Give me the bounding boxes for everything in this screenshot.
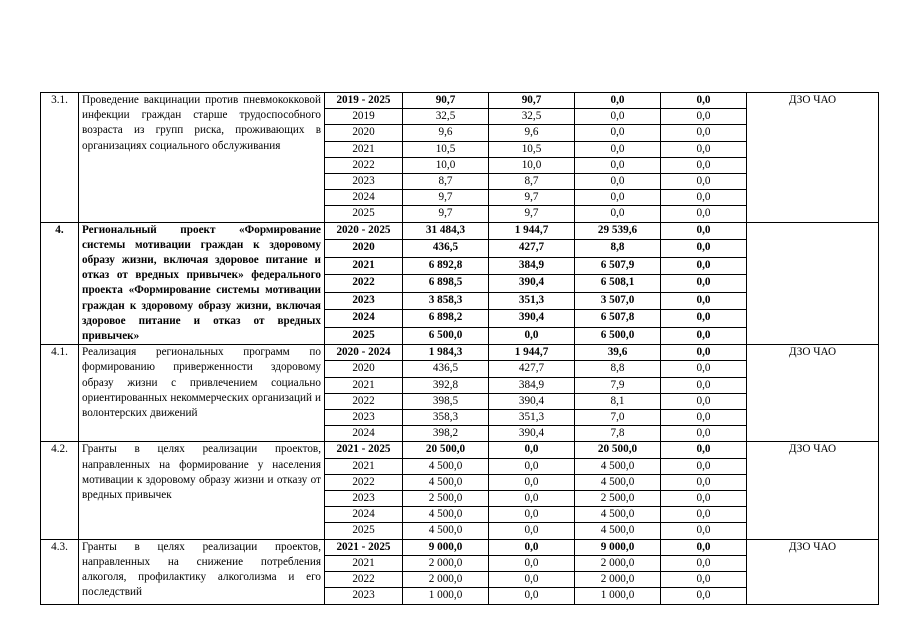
other-sources-cell: 0,0 (661, 206, 747, 222)
regional-budget-cell: 0,0 (489, 327, 575, 345)
federal-budget-cell: 1 000,0 (575, 588, 661, 604)
other-sources-cell: 0,0 (661, 539, 747, 555)
regional-budget-cell: 351,3 (489, 292, 575, 310)
regional-budget-cell: 384,9 (489, 377, 575, 393)
other-sources-cell: 0,0 (661, 141, 747, 157)
year-cell: 2023 (325, 292, 403, 310)
federal-budget-cell: 0,0 (575, 125, 661, 141)
other-sources-cell: 0,0 (661, 588, 747, 604)
row-number: 4.2. (41, 442, 79, 539)
regional-budget-cell: 0,0 (489, 442, 575, 458)
regional-budget-cell: 10,0 (489, 157, 575, 173)
federal-budget-cell: 8,1 (575, 393, 661, 409)
other-sources-cell: 0,0 (661, 190, 747, 206)
federal-budget-cell: 39,6 (575, 345, 661, 361)
other-sources-cell: 0,0 (661, 491, 747, 507)
year-cell: 2021 (325, 377, 403, 393)
total-cell: 10,5 (403, 141, 489, 157)
total-cell: 6 500,0 (403, 327, 489, 345)
regional-budget-cell: 0,0 (489, 491, 575, 507)
year-cell: 2022 (325, 157, 403, 173)
year-cell: 2020 (325, 125, 403, 141)
activity-name: Региональный проект «Формирование системы мотивации граждан к здоровому образу жизни, включая здоровое питание и отказ от вредных привычек» федерального проекта «Формирование системы мотивации граждан к здоровому образу жизни, включая здоровое питание и отказ от вредных привычек» (79, 222, 325, 345)
federal-budget-cell: 3 507,0 (575, 292, 661, 310)
row-number: 4.1. (41, 345, 79, 442)
federal-budget-cell: 0,0 (575, 109, 661, 125)
total-cell: 358,3 (403, 410, 489, 426)
regional-budget-cell: 427,7 (489, 361, 575, 377)
total-cell: 6 898,2 (403, 310, 489, 328)
federal-budget-cell: 4 500,0 (575, 458, 661, 474)
other-sources-cell: 0,0 (661, 310, 747, 328)
other-sources-cell: 0,0 (661, 442, 747, 458)
other-sources-cell: 0,0 (661, 345, 747, 361)
other-sources-cell: 0,0 (661, 410, 747, 426)
federal-budget-cell: 4 500,0 (575, 474, 661, 490)
total-cell: 1 000,0 (403, 588, 489, 604)
federal-budget-cell: 7,0 (575, 410, 661, 426)
other-sources-cell: 0,0 (661, 458, 747, 474)
other-sources-cell: 0,0 (661, 93, 747, 109)
year-cell: 2022 (325, 275, 403, 293)
year-cell: 2024 (325, 190, 403, 206)
other-sources-cell: 0,0 (661, 555, 747, 571)
year-cell: 2025 (325, 523, 403, 539)
total-cell: 31 484,3 (403, 222, 489, 240)
year-cell: 2021 (325, 141, 403, 157)
federal-budget-cell: 4 500,0 (575, 523, 661, 539)
year-cell: 2021 - 2025 (325, 539, 403, 555)
total-cell: 9,6 (403, 125, 489, 141)
other-sources-cell: 0,0 (661, 157, 747, 173)
total-cell: 4 500,0 (403, 523, 489, 539)
year-cell: 2022 (325, 474, 403, 490)
federal-budget-cell: 0,0 (575, 206, 661, 222)
other-sources-cell: 0,0 (661, 125, 747, 141)
federal-budget-cell: 20 500,0 (575, 442, 661, 458)
federal-budget-cell: 0,0 (575, 174, 661, 190)
total-cell: 8,7 (403, 174, 489, 190)
other-sources-cell: 0,0 (661, 377, 747, 393)
year-cell: 2024 (325, 426, 403, 442)
other-sources-cell: 0,0 (661, 109, 747, 125)
year-cell: 2021 (325, 458, 403, 474)
total-cell: 4 500,0 (403, 507, 489, 523)
total-cell: 6 898,5 (403, 275, 489, 293)
year-cell: 2023 (325, 174, 403, 190)
row-number: 3.1. (41, 93, 79, 223)
executor-cell: ДЗО ЧАО (747, 442, 879, 539)
regional-budget-cell: 351,3 (489, 410, 575, 426)
table-row (41, 442, 879, 458)
other-sources-cell: 0,0 (661, 523, 747, 539)
federal-budget-cell: 2 000,0 (575, 572, 661, 588)
regional-budget-cell: 0,0 (489, 539, 575, 555)
activity-name: Проведение вакцинации против пневмококковой инфекции граждан старше трудоспособного возраста из групп риска, проживающих в организациях социального обслуживания (79, 93, 325, 223)
federal-budget-cell: 2 500,0 (575, 491, 661, 507)
total-cell: 2 500,0 (403, 491, 489, 507)
total-cell: 436,5 (403, 361, 489, 377)
total-cell: 6 892,8 (403, 257, 489, 275)
federal-budget-cell: 0,0 (575, 93, 661, 109)
other-sources-cell: 0,0 (661, 275, 747, 293)
regional-budget-cell: 90,7 (489, 93, 575, 109)
year-cell: 2020 - 2025 (325, 222, 403, 240)
year-cell: 2020 (325, 240, 403, 258)
regional-budget-cell: 9,7 (489, 206, 575, 222)
total-cell: 9,7 (403, 206, 489, 222)
total-cell: 392,8 (403, 377, 489, 393)
total-cell: 10,0 (403, 157, 489, 173)
regional-budget-cell: 8,7 (489, 174, 575, 190)
year-cell: 2022 (325, 393, 403, 409)
executor-cell: ДЗО ЧАО (747, 345, 879, 442)
table-row (41, 222, 879, 240)
regional-budget-cell: 0,0 (489, 458, 575, 474)
year-cell: 2021 (325, 257, 403, 275)
regional-budget-cell: 0,0 (489, 572, 575, 588)
executor-cell (747, 222, 879, 345)
federal-budget-cell: 2 000,0 (575, 555, 661, 571)
regional-budget-cell: 1 944,7 (489, 345, 575, 361)
year-cell: 2023 (325, 588, 403, 604)
other-sources-cell: 0,0 (661, 474, 747, 490)
year-cell: 2024 (325, 310, 403, 328)
federal-budget-cell: 8,8 (575, 361, 661, 377)
total-cell: 90,7 (403, 93, 489, 109)
activity-name: Гранты в целях реализации проектов, направленных на снижение потребления алкоголя, профилактику алкоголизма и его последствий (79, 539, 325, 604)
year-cell: 2023 (325, 491, 403, 507)
federal-budget-cell: 6 507,8 (575, 310, 661, 328)
regional-budget-cell: 427,7 (489, 240, 575, 258)
year-cell: 2025 (325, 327, 403, 345)
regional-budget-cell: 32,5 (489, 109, 575, 125)
other-sources-cell: 0,0 (661, 292, 747, 310)
federal-budget-cell: 7,8 (575, 426, 661, 442)
other-sources-cell: 0,0 (661, 507, 747, 523)
total-cell: 436,5 (403, 240, 489, 258)
table-row (41, 345, 879, 361)
federal-budget-cell: 0,0 (575, 141, 661, 157)
executor-cell: ДЗО ЧАО (747, 539, 879, 604)
regional-budget-cell: 1 944,7 (489, 222, 575, 240)
regional-budget-cell: 0,0 (489, 507, 575, 523)
regional-budget-cell: 0,0 (489, 588, 575, 604)
row-number: 4. (41, 222, 79, 345)
other-sources-cell: 0,0 (661, 240, 747, 258)
regional-budget-cell: 9,7 (489, 190, 575, 206)
year-cell: 2023 (325, 410, 403, 426)
regional-budget-cell: 0,0 (489, 523, 575, 539)
year-cell: 2019 (325, 109, 403, 125)
year-cell: 2019 - 2025 (325, 93, 403, 109)
regional-budget-cell: 390,4 (489, 426, 575, 442)
row-number: 4.3. (41, 539, 79, 604)
total-cell: 4 500,0 (403, 458, 489, 474)
regional-budget-cell: 0,0 (489, 474, 575, 490)
year-cell: 2024 (325, 507, 403, 523)
table-row (41, 539, 879, 555)
other-sources-cell: 0,0 (661, 222, 747, 240)
total-cell: 32,5 (403, 109, 489, 125)
activity-name: Реализация региональных программ по формированию приверженности здоровому образу жизни с привлечением социально ориентированных некоммерческих организаций и волонтерских движений (79, 345, 325, 442)
other-sources-cell: 0,0 (661, 327, 747, 345)
federal-budget-cell: 9 000,0 (575, 539, 661, 555)
total-cell: 9,7 (403, 190, 489, 206)
total-cell: 2 000,0 (403, 572, 489, 588)
activity-name: Гранты в целях реализации проектов, направленных на формирование у населения мотивации к здоровому образу жизни и отказу от вредных привычек (79, 442, 325, 539)
other-sources-cell: 0,0 (661, 572, 747, 588)
total-cell: 9 000,0 (403, 539, 489, 555)
total-cell: 4 500,0 (403, 474, 489, 490)
regional-budget-cell: 10,5 (489, 141, 575, 157)
federal-budget-cell: 8,8 (575, 240, 661, 258)
other-sources-cell: 0,0 (661, 361, 747, 377)
year-cell: 2020 (325, 361, 403, 377)
regional-budget-cell: 384,9 (489, 257, 575, 275)
federal-budget-cell: 6 500,0 (575, 327, 661, 345)
federal-budget-cell: 0,0 (575, 190, 661, 206)
federal-budget-cell: 7,9 (575, 377, 661, 393)
federal-budget-cell: 6 508,1 (575, 275, 661, 293)
year-cell: 2022 (325, 572, 403, 588)
federal-budget-cell: 6 507,9 (575, 257, 661, 275)
regional-budget-cell: 390,4 (489, 310, 575, 328)
other-sources-cell: 0,0 (661, 426, 747, 442)
year-cell: 2020 - 2024 (325, 345, 403, 361)
regional-budget-cell: 9,6 (489, 125, 575, 141)
federal-budget-cell: 0,0 (575, 157, 661, 173)
table-row (41, 93, 879, 109)
year-cell: 2021 - 2025 (325, 442, 403, 458)
total-cell: 2 000,0 (403, 555, 489, 571)
other-sources-cell: 0,0 (661, 257, 747, 275)
federal-budget-cell: 29 539,6 (575, 222, 661, 240)
regional-budget-cell: 0,0 (489, 555, 575, 571)
total-cell: 398,2 (403, 426, 489, 442)
budget-table (40, 92, 879, 605)
total-cell: 20 500,0 (403, 442, 489, 458)
executor-cell: ДЗО ЧАО (747, 93, 879, 223)
other-sources-cell: 0,0 (661, 174, 747, 190)
year-cell: 2025 (325, 206, 403, 222)
regional-budget-cell: 390,4 (489, 393, 575, 409)
other-sources-cell: 0,0 (661, 393, 747, 409)
total-cell: 3 858,3 (403, 292, 489, 310)
total-cell: 398,5 (403, 393, 489, 409)
regional-budget-cell: 390,4 (489, 275, 575, 293)
federal-budget-cell: 4 500,0 (575, 507, 661, 523)
year-cell: 2021 (325, 555, 403, 571)
total-cell: 1 984,3 (403, 345, 489, 361)
